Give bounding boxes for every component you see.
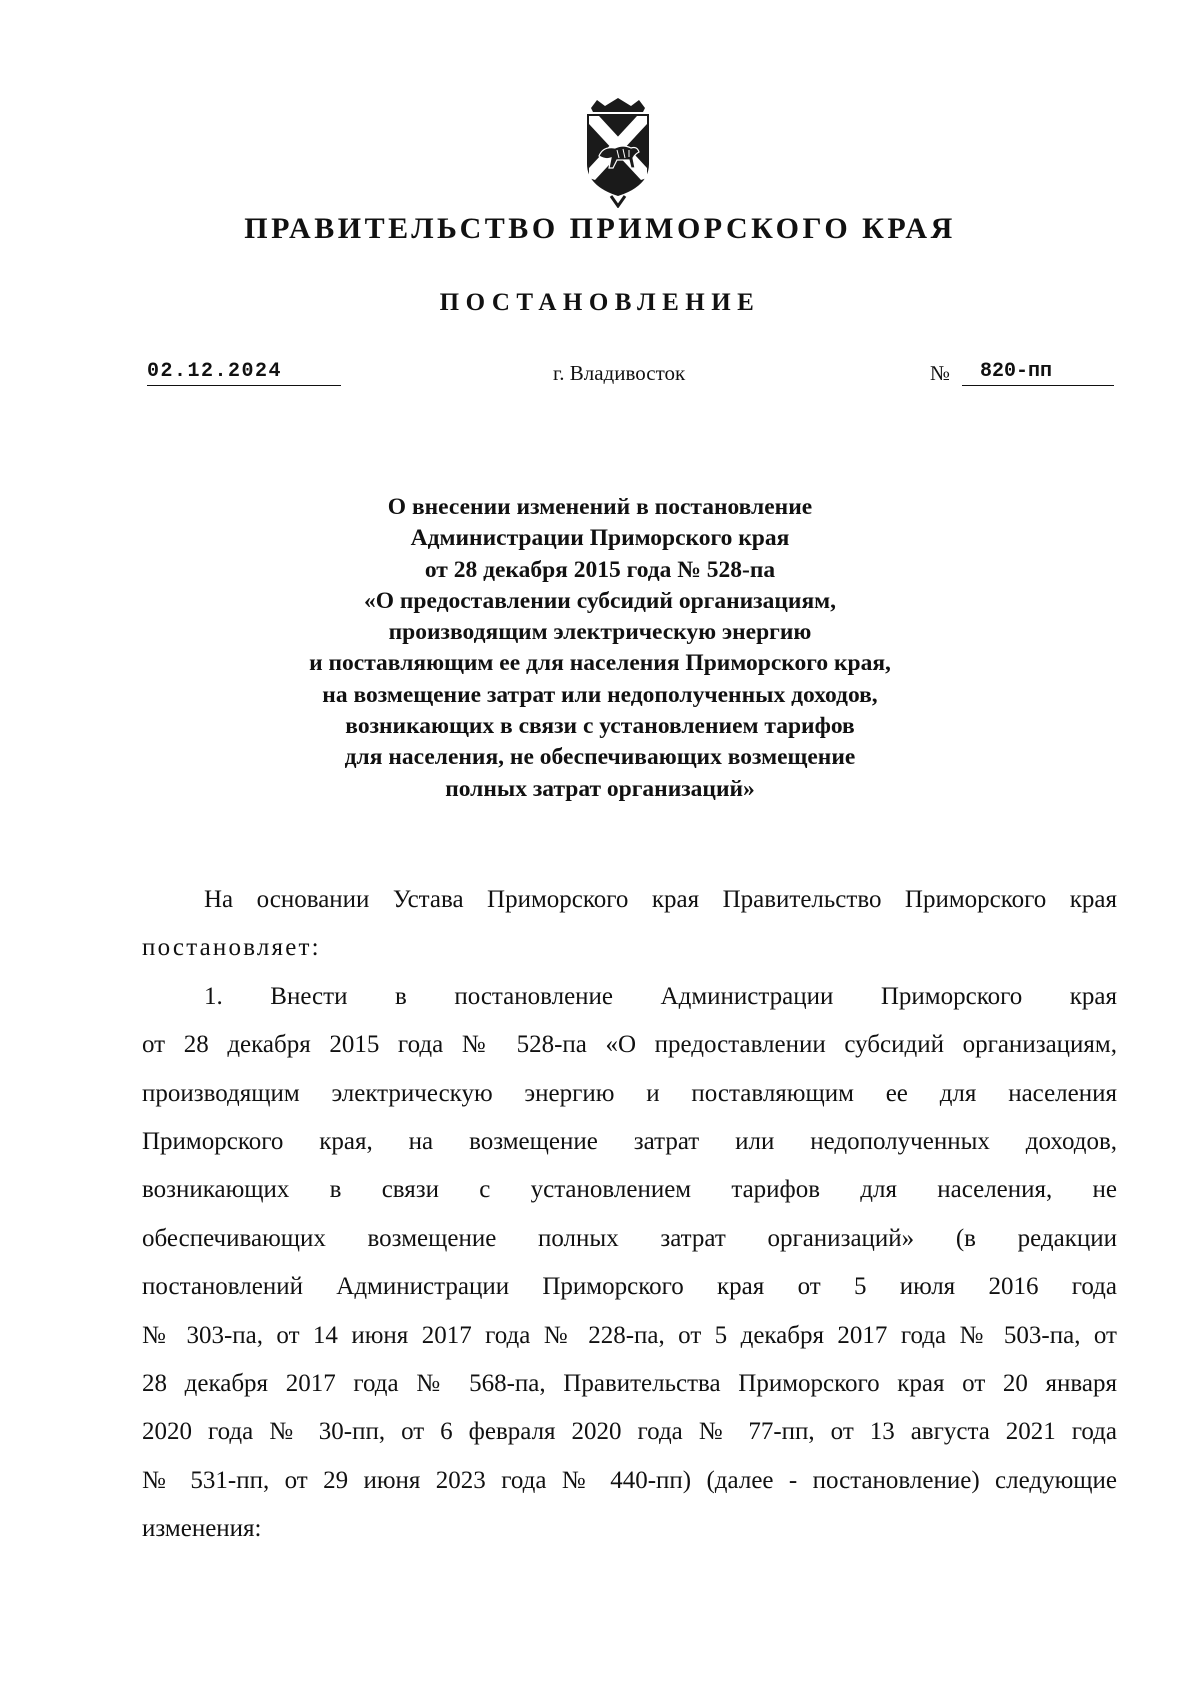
- item1-line: изменения:: [142, 1515, 262, 1543]
- document-subject: [200, 492, 1000, 805]
- subject-line: для населения, не обеспечивающих возмещение: [344, 744, 856, 771]
- subject-line: производящим электрическую энергию: [388, 619, 812, 646]
- subject-line: О внесении изменений в постановление: [387, 494, 813, 520]
- item1-line: № 531-пп, от 29 июня 2023 года № 440-пп) (далее - постановление) следующие: [142, 1466, 1117, 1494]
- subject-line: от 28 декабря 2015 года № 528-па: [424, 556, 776, 583]
- item1-line: 2020 года № 30-пп, от 6 февраля 2020 года № 77-пп, от 13 августа 2021 года: [142, 1418, 1117, 1446]
- item1-line: 28 декабря 2017 года № 568-па, Правительства Приморского края от 20 января: [142, 1369, 1117, 1397]
- number-sign: №: [930, 361, 951, 385]
- item1-line: возникающих в связи с установлением тарифов для населения, не: [142, 1176, 1117, 1204]
- document-body: [142, 876, 1117, 1553]
- item1-line: производящим электрическую энергию и поставляющим ее для населения: [142, 1079, 1117, 1107]
- item1-line: Приморского края, на возмещение затрат или недополученных доходов,: [142, 1127, 1117, 1155]
- document-date: 02.12.2024: [147, 360, 341, 386]
- subject-line: на возмещение затрат или недополученных доходов,: [322, 681, 878, 708]
- coat-of-arms-icon: [583, 98, 653, 208]
- item1-line: обеспечивающих возмещение полных затрат организаций» (в редакции: [142, 1224, 1117, 1252]
- item1-line: № 303-па, от 14 июня 2017 года № 228-па, от 5 декабря 2017 года № 503-па, от: [142, 1321, 1117, 1349]
- preamble-line: постановляет:: [142, 934, 321, 962]
- document-number: 820-пп: [962, 360, 1114, 386]
- item1-line: постановлений Администрации Приморского края от 5 июля 2016 года: [142, 1273, 1117, 1301]
- document-type: ПОСТАНОВЛЕНИЕ: [439, 289, 761, 316]
- document-meta-row: [0, 360, 1200, 394]
- document-city: г. Владивосток: [553, 361, 686, 385]
- subject-line: Администрации Приморского края: [410, 525, 790, 552]
- item1-line: 1. Внести в постановление Администрации Приморского края: [204, 982, 1117, 1010]
- subject-line: «О предоставлении субсидий организациям,: [363, 587, 837, 614]
- government-title: ПРАВИТЕЛЬСТВО ПРИМОРСКОГО КРАЯ: [244, 212, 956, 245]
- subject-line: и поставляющим ее для населения Приморского края,: [309, 650, 891, 677]
- subject-line: полных затрат организаций»: [445, 775, 755, 802]
- item1-line: от 28 декабря 2015 года № 528-па «О предоставлении субсидий организациям,: [142, 1031, 1117, 1059]
- preamble-line: На основании Устава Приморского края Правительство Приморского края: [204, 886, 1117, 913]
- subject-line: возникающих в связи с установлением тарифов: [345, 713, 855, 740]
